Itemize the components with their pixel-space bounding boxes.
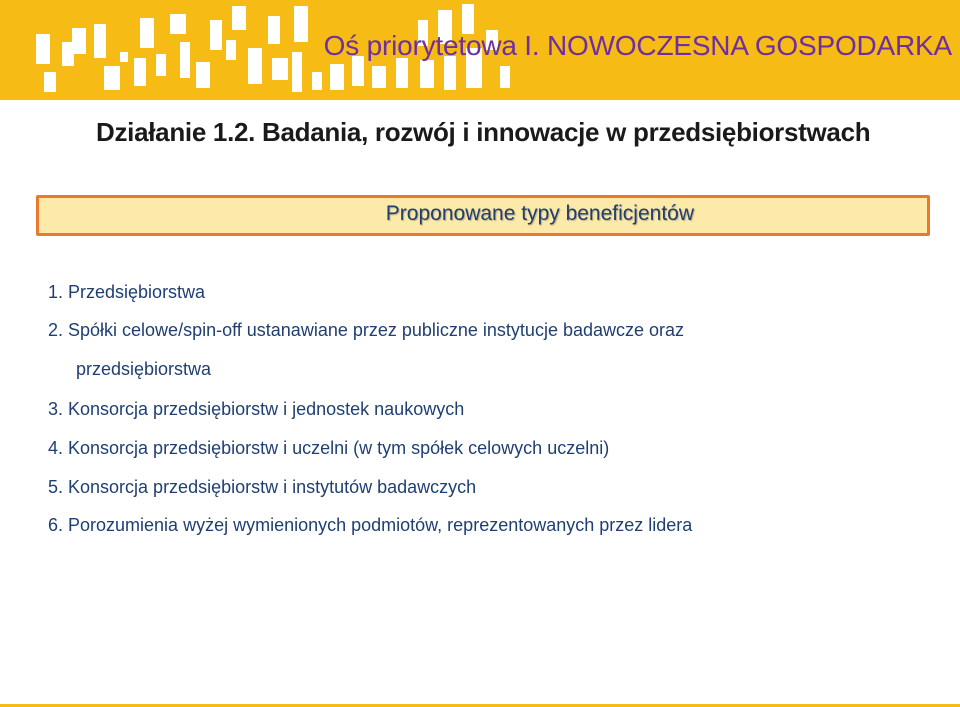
section-header-box (36, 195, 930, 236)
priority-axis-title: Oś priorytetowa I. NOWOCZESNA GOSPODARKA (323, 30, 952, 61)
beneficiary-item-3: 3. Konsorcja przedsiębiorstw i jednostek naukowych (48, 399, 465, 419)
section-title: Proponowane typy beneficjentów (385, 202, 694, 225)
beneficiary-item-5: 5. Konsorcja przedsiębiorstw i instytutów badawczych (48, 477, 477, 497)
action-title: Działanie 1.2. Badania, rozwój i innowacje w przedsiębiorstwach (96, 117, 871, 147)
beneficiary-item-1: 1. Przedsiębiorstwa (48, 282, 206, 302)
header-banner (0, 0, 960, 100)
beneficiary-item-2-continuation: przedsiębiorstwa (76, 359, 212, 379)
beneficiary-item-4: 4. Konsorcja przedsiębiorstw i uczelni (w tym spółek celowych uczelni) (48, 438, 610, 458)
beneficiary-item-2: 2. Spółki celowe/spin-off ustanawiane przez publiczne instytucje badawcze oraz (48, 320, 685, 340)
beneficiary-item-6: 6. Porozumienia wyżej wymienionych podmiotów, reprezentowanych przez lidera (48, 515, 693, 535)
